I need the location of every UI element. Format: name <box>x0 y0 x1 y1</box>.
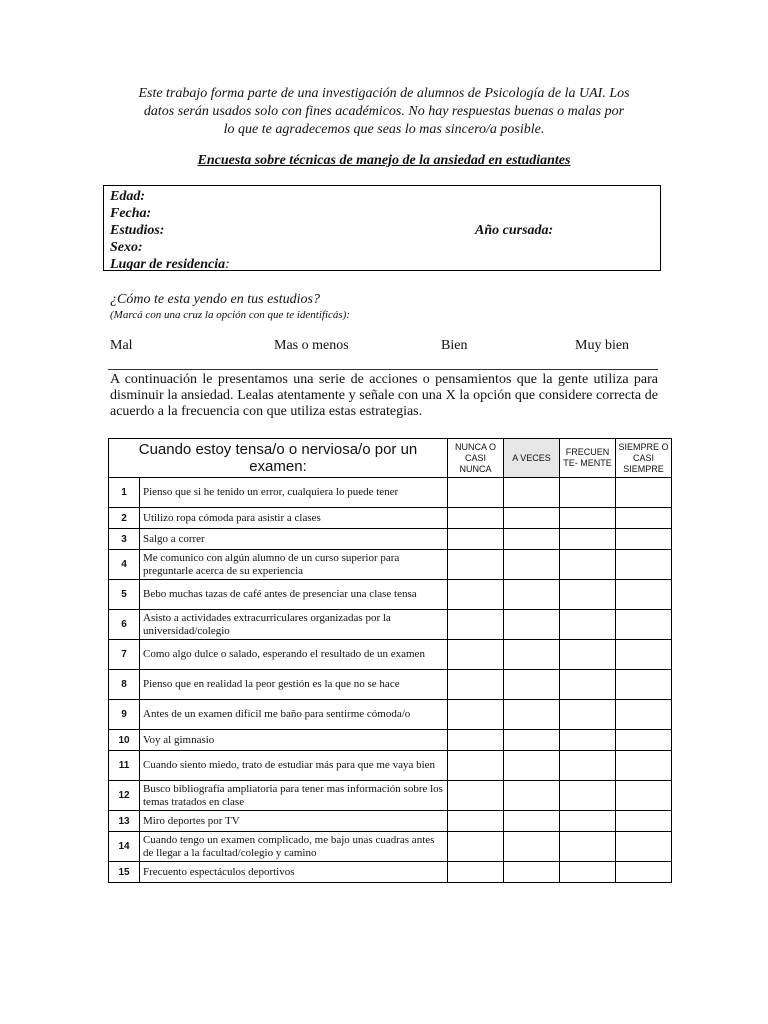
answer-cell-a-veces[interactable] <box>504 730 560 751</box>
lugar-residencia-colon: : <box>225 257 230 272</box>
row-number: 15 <box>109 862 140 883</box>
answer-cell-frecuentemente[interactable] <box>560 508 616 529</box>
study-question: ¿Cómo te esta yendo en tus estudios? <box>110 292 320 307</box>
row-number: 12 <box>109 781 140 811</box>
table-row <box>109 640 672 670</box>
lugar-residencia-label <box>110 257 230 273</box>
table-row <box>109 862 672 883</box>
scale-siempre: SIEMPRE O CASI SIEMPRE <box>616 439 672 478</box>
answer-cell-nunca[interactable] <box>448 730 504 751</box>
answer-cell-frecuentemente[interactable] <box>560 640 616 670</box>
row-statement: Me comunico con algún alumno de un curso superior para preguntarle acerca de su experiencia <box>140 550 448 580</box>
answer-cell-nunca[interactable] <box>448 508 504 529</box>
table-header-title: Cuando estoy tensa/o o nerviosa/o por un examen: <box>109 439 448 478</box>
row-statement: Como algo dulce o salado, esperando el resultado de un examen <box>140 640 448 670</box>
answer-cell-siempre[interactable] <box>616 640 672 670</box>
table-row <box>109 529 672 550</box>
answer-cell-siempre[interactable] <box>616 781 672 811</box>
table-row <box>109 832 672 862</box>
row-statement: Pienso que en realidad la peor gestión es la que no se hace <box>140 670 448 700</box>
row-statement: Salgo a correr <box>140 529 448 550</box>
answer-cell-siempre[interactable] <box>616 832 672 862</box>
answer-cell-a-veces[interactable] <box>504 862 560 883</box>
table-row <box>109 781 672 811</box>
table-row <box>109 670 672 700</box>
intro-line-3: lo que te agradecemos que seas lo mas sincero/a posible. <box>223 122 545 137</box>
row-number: 2 <box>109 508 140 529</box>
answer-cell-siempre[interactable] <box>616 610 672 640</box>
row-number: 6 <box>109 610 140 640</box>
answer-cell-siempre[interactable] <box>616 811 672 832</box>
option-muy-bien[interactable]: Muy bien <box>575 338 630 353</box>
intro-line-1: Este trabajo forma parte de una investigación de alumnos de Psicología de la UAI. Los <box>138 86 630 101</box>
table-row <box>109 700 672 730</box>
answer-cell-siempre[interactable] <box>616 529 672 550</box>
answer-cell-siempre[interactable] <box>616 478 672 508</box>
row-number: 7 <box>109 640 140 670</box>
answer-cell-a-veces[interactable] <box>504 670 560 700</box>
row-statement: Antes de un examen difícil me baño para sentirme cómoda/o <box>140 700 448 730</box>
row-number: 3 <box>109 529 140 550</box>
answer-cell-frecuentemente[interactable] <box>560 550 616 580</box>
row-number: 8 <box>109 670 140 700</box>
row-number: 1 <box>109 478 140 508</box>
intro-paragraph <box>108 85 660 139</box>
table-row <box>109 610 672 640</box>
answer-cell-frecuentemente[interactable] <box>560 781 616 811</box>
answer-cell-nunca[interactable] <box>448 550 504 580</box>
personal-info-box[interactable] <box>103 185 661 271</box>
answer-cell-nunca[interactable] <box>448 700 504 730</box>
row-statement: Cuando tengo un examen complicado, me bajo unas cuadras antes de llegar a la facultad/colegio y camino <box>140 832 448 862</box>
row-statement: Miro deportes por TV <box>140 811 448 832</box>
estudios-label: Estudios: <box>110 223 165 238</box>
answer-cell-a-veces[interactable] <box>504 811 560 832</box>
answer-cell-frecuentemente[interactable] <box>560 580 616 610</box>
answer-cell-nunca[interactable] <box>448 670 504 700</box>
row-statement: Pienso que si he tenido un error, cualquiera lo puede tener <box>140 478 448 508</box>
table-row <box>109 478 672 508</box>
answer-cell-a-veces[interactable] <box>504 580 560 610</box>
answer-cell-siempre[interactable] <box>616 670 672 700</box>
answer-cell-nunca[interactable] <box>448 781 504 811</box>
survey-table <box>108 438 672 883</box>
answer-cell-a-veces[interactable] <box>504 550 560 580</box>
divider-line <box>108 369 658 370</box>
answer-cell-siempre[interactable] <box>616 751 672 781</box>
answer-cell-nunca[interactable] <box>448 832 504 862</box>
answer-cell-frecuentemente[interactable] <box>560 811 616 832</box>
answer-cell-siempre[interactable] <box>616 730 672 751</box>
table-row <box>109 811 672 832</box>
scale-nunca: NUNCA O CASI NUNCA <box>448 439 504 478</box>
row-number: 5 <box>109 580 140 610</box>
scale-frecuentemente: FRECUEN TE- MENTE <box>560 439 616 478</box>
row-number: 14 <box>109 832 140 862</box>
table-row <box>109 751 672 781</box>
fecha-label: Fecha: <box>110 206 152 221</box>
answer-cell-nunca[interactable] <box>448 529 504 550</box>
anio-cursada-label: Año cursada: <box>475 223 554 238</box>
answer-cell-siempre[interactable] <box>616 700 672 730</box>
table-row <box>109 508 672 529</box>
option-bien[interactable]: Bien <box>441 338 468 353</box>
sexo-label: Sexo: <box>110 240 143 255</box>
table-row <box>109 730 672 751</box>
answer-cell-a-veces[interactable] <box>504 508 560 529</box>
row-number: 4 <box>109 550 140 580</box>
row-statement: Utilizo ropa cómoda para asistir a clases <box>140 508 448 529</box>
option-mal[interactable]: Mal <box>110 338 133 353</box>
answer-cell-a-veces[interactable] <box>504 832 560 862</box>
answer-cell-a-veces[interactable] <box>504 478 560 508</box>
option-mas-o-menos[interactable]: Mas o menos <box>274 338 349 353</box>
answer-cell-a-veces[interactable] <box>504 700 560 730</box>
answer-cell-nunca[interactable] <box>448 610 504 640</box>
answer-cell-siempre[interactable] <box>616 862 672 883</box>
intro-line-2: datos serán usados solo con fines académicos. No hay respuestas buenas o malas por <box>143 104 625 119</box>
table-row <box>109 580 672 610</box>
row-statement: Voy al gimnasio <box>140 730 448 751</box>
answer-cell-nunca[interactable] <box>448 580 504 610</box>
row-number: 11 <box>109 751 140 781</box>
row-statement: Asisto a actividades extracurriculares organizadas por la universidad/colegio <box>140 610 448 640</box>
answer-cell-a-veces[interactable] <box>504 610 560 640</box>
row-number: 13 <box>109 811 140 832</box>
answer-cell-frecuentemente[interactable] <box>560 730 616 751</box>
answer-cell-a-veces[interactable] <box>504 751 560 781</box>
answer-cell-siempre[interactable] <box>616 580 672 610</box>
lugar-residencia-text: Lugar de residencia <box>110 257 226 272</box>
answer-cell-frecuentemente[interactable] <box>560 832 616 862</box>
answer-cell-frecuentemente[interactable] <box>560 529 616 550</box>
row-statement: Cuando siento miedo, trato de estudiar más para que me vaya bien <box>140 751 448 781</box>
row-number: 9 <box>109 700 140 730</box>
row-statement: Bebo muchas tazas de café antes de presenciar una clase tensa <box>140 580 448 610</box>
answer-cell-frecuentemente[interactable] <box>560 862 616 883</box>
answer-cell-nunca[interactable] <box>448 640 504 670</box>
answer-cell-nunca[interactable] <box>448 751 504 781</box>
edad-label: Edad: <box>110 189 145 204</box>
answer-cell-siempre[interactable] <box>616 508 672 529</box>
survey-title: Encuesta sobre técnicas de manejo de la ansiedad en estudiantes <box>197 153 571 168</box>
answer-cell-frecuentemente[interactable] <box>560 670 616 700</box>
row-statement: Busco bibliografía ampliatoria para tener mas información sobre los temas tratados en clase <box>140 781 448 811</box>
row-statement: Frecuento espectáculos deportivos <box>140 862 448 883</box>
scale-a-veces: A VECES <box>504 439 560 478</box>
answer-cell-nunca[interactable] <box>448 862 504 883</box>
answer-cell-siempre[interactable] <box>616 550 672 580</box>
answer-cell-nunca[interactable] <box>448 811 504 832</box>
study-question-note: (Marcá con una cruz la opción con que te identificás): <box>110 309 351 321</box>
row-number: 10 <box>109 730 140 751</box>
answer-cell-a-veces[interactable] <box>504 781 560 811</box>
answer-cell-a-veces[interactable] <box>504 529 560 550</box>
answer-cell-nunca[interactable] <box>448 478 504 508</box>
answer-cell-frecuentemente[interactable] <box>560 751 616 781</box>
table-row <box>109 550 672 580</box>
answer-cell-a-veces[interactable] <box>504 640 560 670</box>
answer-cell-frecuentemente[interactable] <box>560 610 616 640</box>
answer-cell-frecuentemente[interactable] <box>560 700 616 730</box>
answer-cell-frecuentemente[interactable] <box>560 478 616 508</box>
instructions-paragraph: A continuación le presentamos una serie de acciones o pensamientos que la gente utiliza para disminuir la ansiedad. Lealas atentamente y señale con una X la opción que considere correcta de acuerdo a la frecuencia con que utiliza estas estrategias. <box>110 372 658 419</box>
